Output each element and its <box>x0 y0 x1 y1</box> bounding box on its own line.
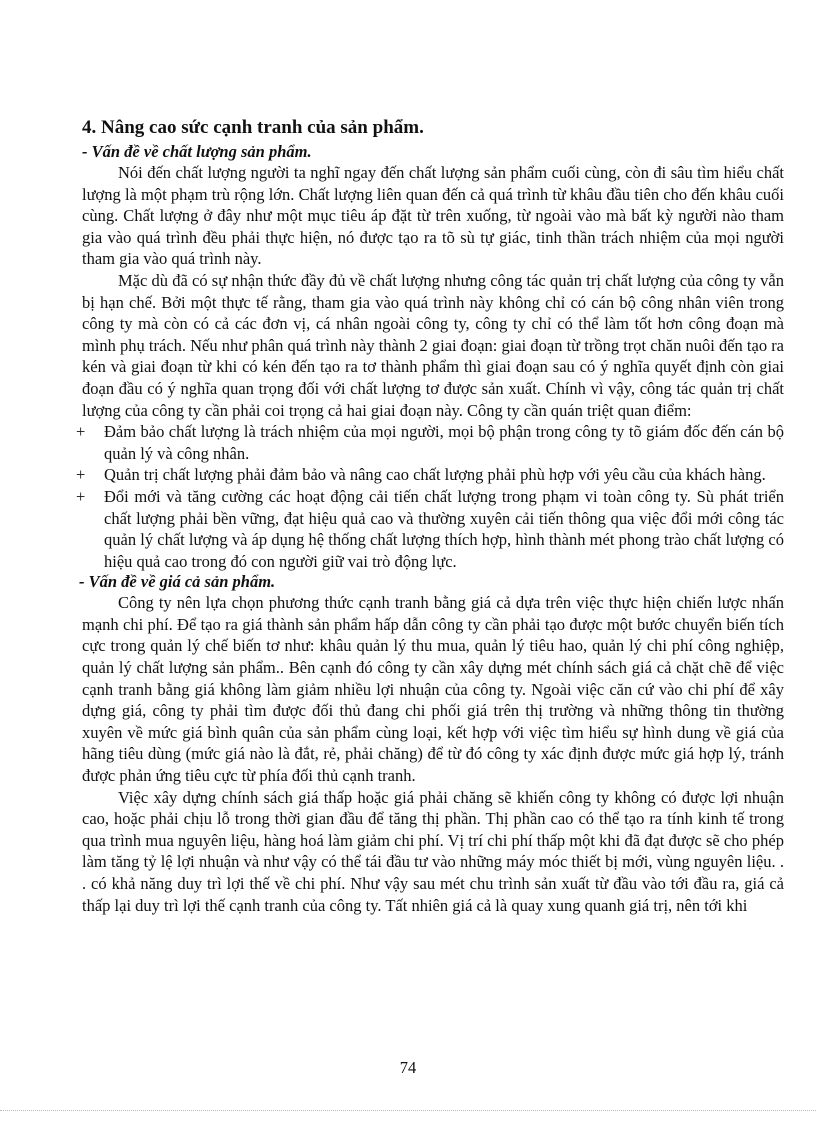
page-number: 74 <box>399 1058 417 1077</box>
plus-bullet-icon: + <box>76 422 86 442</box>
price-subheading: - Vấn đề về giá cả sản phẩm. <box>79 572 276 592</box>
bullet-text: Đảm bảo chất lượng là trách nhiệm của mọi người, mọi bộ phận trong công ty tõ giám đốc đến cán bộ quản lý và công nhân. <box>104 422 784 463</box>
bullet-item <box>76 486 784 572</box>
quality-paragraph-1: Nói đến chất lượng người ta nghĩ ngay đến chất lượng sản phẩm cuối cùng, còn đi sâu tìm hiểu chất lượng là một phạm trù rộng lớn. Chất lượng liên quan đến cả quá trình từ khâu đầu tiên cho đến khâu cuối cùng. Chất lượng ở đây như một mục tiêu áp đặt từ trên xuống, từ ngoài vào mà bất kỳ người nào tham gia vào quá trình đều phải thực hiện, nó được tạo ra tõ sù tự giác, tinh thần trách nhiệm của mọi người tham gia vào quá trình này. <box>82 163 784 269</box>
footer-divider <box>0 1110 816 1111</box>
bullet-item <box>76 464 784 486</box>
plus-bullet-icon: + <box>76 465 86 485</box>
price-paragraph-2: Việc xây dựng chính sách giá thấp hoặc giá phải chăng sẽ khiến công ty không có được lợi nhuận cao, hoặc phải chịu lỗ trong thời gian đầu để tăng thị phần. Thị phần cao có thể tạo ra tính kinh tế trong qua trình mua nguyên liệu, hàng hoá làm giảm chi phí. Vị trí chi phí thấp một khi đã đạt được sẽ cho phép làm tăng tỷ lệ lợi nhuận và như vậy có thể tái đầu tư vào những máy móc thiết bị mới, vùng nguyên liệu. . . có khả năng duy trì lợi thế về chi phí. Như vậy sau mét chu trình sản xuất từ đầu vào tới đầu ra, giá cả thấp lại duy trì lợi thế cạnh tranh của công ty. Tất nhiên giá cả là quay xung quanh giá trị, nên tới khi <box>82 787 784 915</box>
quality-paragraph-2: Mặc dù đã có sự nhận thức đầy đủ về chất lượng nhưng công tác quản trị chất lượng của công ty vẫn bị hạn chế. Bởi một thực tế rằng, tham gia vào quá trình này không chỉ có cán bộ công nhân viên trong công ty mà còn có cả các đơn vị, cá nhân ngoài công ty, công ty chỉ có thể làm tốt hơn công đoạn mà mình phụ trách. Nếu như phân quá trình này thành 2 giai đoạn: giai đoạn từ trồng trọt chăn nuôi đến tạo ra kén và giai đoạn từ khi có kén đến tạo ra tơ thành phẩm thì giai đoạn sau có ý nghĩa quyết định còn giai đoạn đầu có ý nghĩa quan trọng đối với chất lượng tơ được sản xuất. Chính vì vậy, công tác quản trị chất lượng của công ty cần phải coi trọng cả hai giai đoạn này. Công ty cần quán triệt quan điểm: <box>82 270 785 420</box>
section-heading: 4. Nâng cao sức cạnh tranh của sản phẩm. <box>82 117 424 138</box>
bullet-text: Đổi mới và tăng cường các hoạt động cải tiến chất lượng trong phạm vi toàn công ty. Sù phát triển chất lượng phải bền vững, đạt hiệu quả cao và thường xuyên cải tiến thông qua việc đổi mới công tác quản lý chất lượng và áp dụng hệ thống chất lượng thích hợp, hình thành mét phong trào chất lượng có hiệu quả cao trong đó con người giữ vai trò động lực. <box>104 486 784 571</box>
price-paragraph-1: Công ty nên lựa chọn phương thức cạnh tranh bằng giá cả dựa trên việc thực hiện chiến lược nhấn mạnh chi phí. Để tạo ra giá thành sản phẩm hấp dẫn công ty cần phải tạo được một bước chuyển biến tích cực trong quản lý chế biến tơ như: khâu quản lý thu mua, quản lý tiêu hao, quản lý chi phí công nghiệp, quản lý chất lượng sản phẩm.. Bên cạnh đó công ty cần xây dựng mét chính sách giá cả chặt chẽ để việc cạnh tranh bằng giá không làm giảm nhiều lợi nhuận của công ty. Ngoài việc căn cứ vào chi phí để xây dựng giá, công ty phải tìm được đối thủ đang chi phối giá trên thị trường và những thông tin thường xuyên về mức giá bình quân của sản phẩm cùng loại, kết hợp với việc tìm hiểu sự hình dung về giá của hãng tiêu dùng (mức giá nào là đắt, rẻ, phải chăng) để từ đó công ty xác định được mức giá hợp lý, tránh được phản ứng tiêu cực từ phía đối thủ cạnh tranh. <box>82 593 784 786</box>
plus-bullet-icon: + <box>76 486 86 506</box>
quality-bullet-list <box>76 421 784 572</box>
bullet-text: Quản trị chất lượng phải đảm bảo và nâng cao chất lượng phải phù hợp với yêu cầu của khách hàng. <box>104 465 766 485</box>
document-page <box>76 116 785 916</box>
quality-subheading: - Vấn đề về chất lượng sản phẩm. <box>82 142 312 161</box>
bullet-item <box>76 421 784 464</box>
